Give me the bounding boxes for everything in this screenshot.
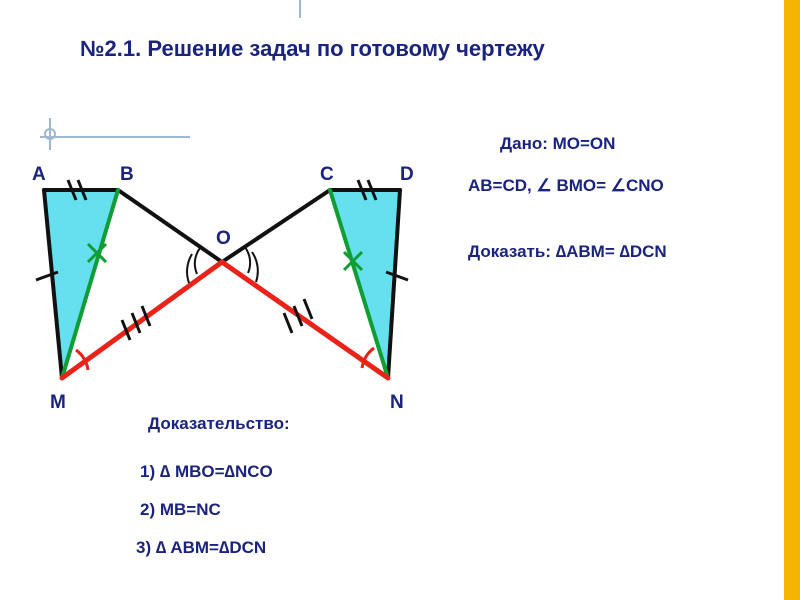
vertex-label-n: N: [390, 392, 404, 413]
vertex-label-d: D: [400, 164, 414, 185]
proof-step-3: 3) ∆ ABM=∆DCN: [136, 538, 267, 557]
proof-heading: Доказательство:: [148, 414, 290, 433]
vertex-label-b: B: [120, 164, 134, 185]
guide-marks: [40, 0, 300, 150]
vertex-label-c: C: [320, 164, 334, 185]
proof-step-1: 1) ∆ MBO=∆NCO: [140, 462, 273, 481]
vertex-label-m: M: [50, 392, 66, 413]
tick-marks-on: [284, 299, 312, 333]
vertex-label-a: A: [32, 164, 46, 185]
given-statement-1: Дано: MO=ON: [500, 134, 616, 153]
red-segments: [62, 262, 388, 378]
vertex-label-o: O: [216, 228, 231, 249]
triangle-abm-fill: [44, 190, 118, 378]
page-title: №2.1. Решение задач по готовому чертежу: [80, 36, 545, 61]
green-segments: [62, 190, 388, 378]
proof-step-2: 2) MB=NC: [140, 500, 221, 519]
tick-marks-mo: [122, 306, 150, 340]
prove-statement: Доказать: ∆ABM= ∆DCN: [468, 242, 667, 261]
given-statement-2: AB=CD, ∠ BMO= ∠CNO: [468, 176, 664, 195]
